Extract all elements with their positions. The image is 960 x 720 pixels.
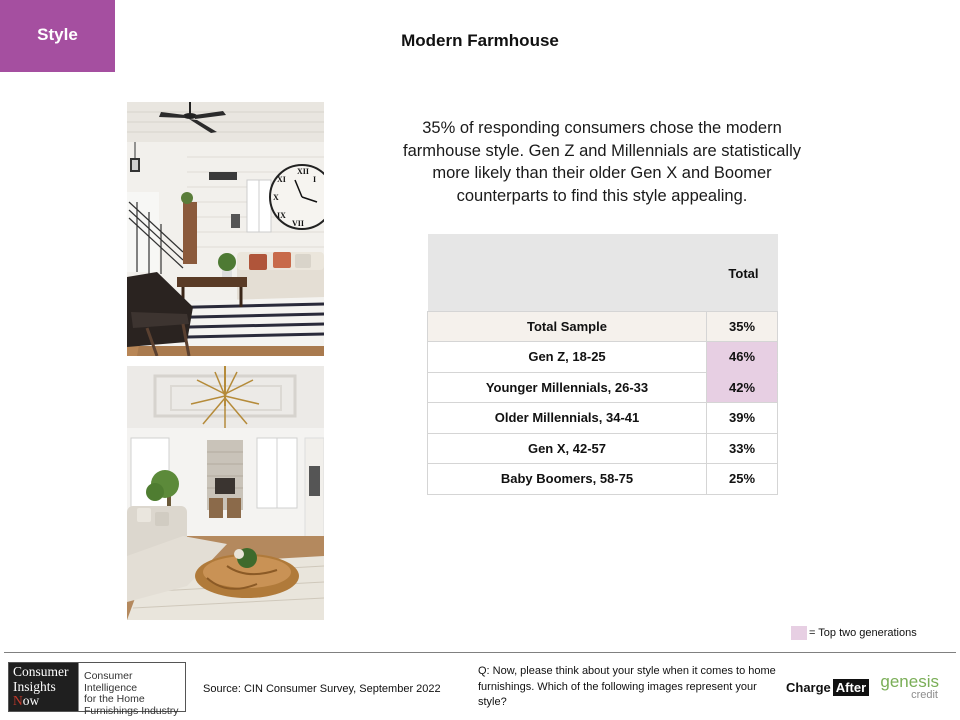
svg-text:I: I — [313, 175, 317, 184]
svg-text:IX: IX — [277, 211, 286, 220]
row-value-highlighted: 42% — [707, 372, 778, 403]
table-header-row — [428, 234, 778, 311]
table-row — [428, 403, 778, 434]
table-row — [428, 372, 778, 403]
chargeafter-logo — [786, 679, 869, 696]
family-room-photo — [127, 366, 324, 620]
table-row — [428, 311, 778, 342]
source-note: Source: CIN Consumer Survey, September 2022 — [203, 683, 441, 695]
genesis-credit-word: credit — [911, 689, 938, 701]
chargeafter-after-box: After — [833, 679, 869, 696]
cin-logo-wordmark — [9, 663, 78, 711]
legend-label: = Top two generations — [809, 627, 917, 639]
living-room-photo — [127, 102, 324, 356]
table-row — [428, 342, 778, 373]
row-value: 33% — [707, 433, 778, 464]
row-value: 25% — [707, 464, 778, 495]
cin-logo-line: Consumer — [13, 664, 69, 679]
row-label: Older Millennials, 34-41 — [428, 403, 707, 434]
cin-logo-line — [13, 694, 78, 709]
row-label: Gen Z, 18-25 — [428, 342, 707, 373]
cin-logo-initial: N — [13, 693, 23, 708]
footer-divider — [4, 652, 956, 653]
row-label: Baby Boomers, 58-75 — [428, 464, 707, 495]
svg-text:X: X — [273, 193, 279, 202]
row-value: 35% — [707, 311, 778, 342]
table-header-label-cell — [428, 234, 707, 311]
cin-logo — [8, 662, 186, 717]
row-label: Gen X, 42-57 — [428, 433, 707, 464]
svg-text:XI: XI — [277, 175, 286, 184]
row-value: 39% — [707, 403, 778, 434]
cin-logo-line-rest: ow — [22, 693, 40, 708]
row-label: Younger Millennials, 26-33 — [428, 372, 707, 403]
results-table — [427, 234, 778, 495]
section-tab-label: Style — [37, 24, 78, 44]
genesis-credit-logo — [877, 674, 939, 701]
cin-logo-tagline — [78, 663, 185, 717]
summary-text: 35% of responding consumers chose the modern farmhouse style. Gen Z and Millennials are statistically more likely than their older Gen X and Boomer counterparts to find this style appealing. — [403, 119, 801, 205]
table-row — [428, 464, 778, 495]
genesis-word: genesis — [880, 672, 939, 691]
table-header-total: Total — [707, 234, 778, 311]
survey-question: Q: Now, please think about your style when it comes to home furnishings. Which of the following images represent your style? — [478, 665, 776, 708]
svg-text:XII: XII — [297, 167, 310, 176]
cin-logo-line: Insights — [13, 678, 56, 694]
svg-text:VII: VII — [292, 219, 305, 228]
row-value-highlighted: 46% — [707, 342, 778, 373]
cin-tagline-line: Consumer Intelligence — [84, 670, 138, 694]
legend — [791, 626, 917, 640]
legend-swatch — [791, 626, 807, 640]
cin-tagline-line: for the Home — [84, 693, 145, 705]
table-row — [428, 433, 778, 464]
row-label: Total Sample — [428, 311, 707, 342]
page-title: Modern Farmhouse — [401, 31, 559, 50]
chargeafter-word: Charge — [786, 680, 831, 695]
cin-tagline-line: Furnishings Industry — [84, 704, 179, 717]
